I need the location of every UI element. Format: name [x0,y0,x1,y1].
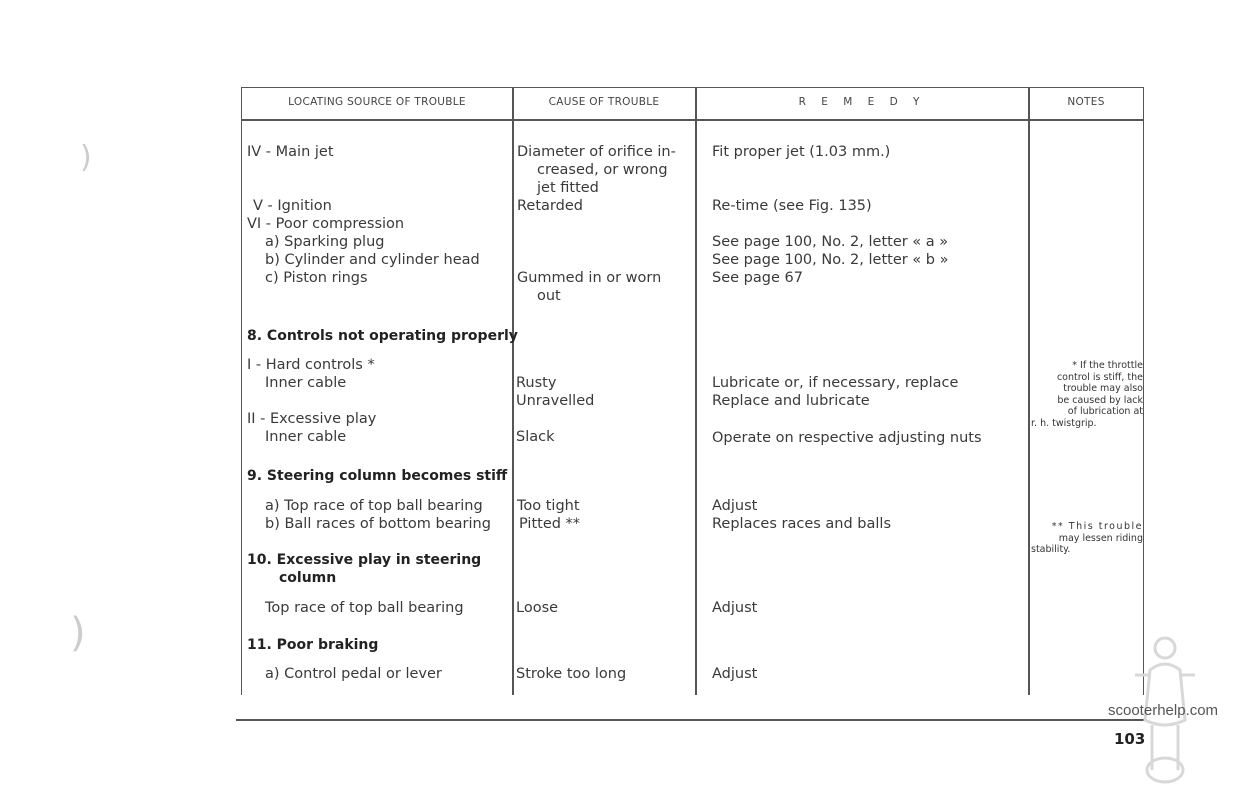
note-line: of lubrication at [1067,406,1143,417]
section-heading: 11. Poor braking [247,637,379,653]
note-line: trouble may also [1063,383,1143,394]
cause-slack: Slack [516,429,555,445]
cause-too-tight: Too tight [517,498,580,514]
cause-piston-rings: out [537,288,561,304]
row-hard-controls: I - Hard controls * [247,357,375,373]
note-line: may lessen riding [1058,532,1143,544]
note-stability [1031,521,1143,556]
row-top-race: Top race of top ball bearing [265,600,464,616]
cause-pitted: Pitted ** [519,516,581,532]
page-rule [236,719,1144,721]
remedy-rusty: Lubricate or, if necessary, replace [712,375,959,391]
remedy-ignition: Re-time (see Fig. 135) [712,198,872,214]
remedy-sparking-plug: See page 100, No. 2, letter « a » [712,234,949,250]
header-locating: LOCATING SOURCE OF TROUBLE [288,96,466,108]
note-line: be caused by lack [1057,394,1143,406]
row-piston-rings: c) Piston rings [265,270,368,286]
remedy-adjust: Adjust [712,666,758,682]
section-heading: column [279,570,337,586]
cause-main-jet: Diameter of orifice in- [517,144,676,160]
header-remedy: R E M E D Y [798,96,926,108]
note-line: * If the throttle [1072,360,1143,371]
remedy-cylinder: See page 100, No. 2, letter « b » [712,252,949,268]
remedy-unravelled: Replace and lubricate [712,393,870,409]
cause-piston-rings: Gummed in or worn [517,270,662,286]
row-bottom-bearing: b) Ball races of bottom bearing [265,516,491,532]
row-inner-cable: Inner cable [265,375,347,391]
row-top-race: a) Top race of top ball bearing [265,498,483,514]
note-line: stability. [1031,544,1071,555]
column-divider [1028,87,1030,695]
page-number: 103 [1114,730,1146,748]
column-divider [512,87,514,695]
cause-main-jet: jet fitted [537,180,599,196]
row-cylinder: b) Cylinder and cylinder head [265,252,480,268]
cause-loose: Loose [516,600,559,616]
row-poor-compression: VI - Poor compression [247,216,405,232]
header-cause: CAUSE OF TROUBLE [548,96,660,108]
note-line: control is stiff, the [1056,371,1143,383]
remedy-main-jet: Fit proper jet (1.03 mm.) [712,144,891,160]
row-control-pedal: a) Control pedal or lever [265,666,442,682]
watermark-text: scooterhelp.com [1108,702,1219,719]
row-excessive-play: II - Excessive play [247,411,377,427]
cause-rusty: Rusty [516,375,557,391]
row-sparking-plug: a) Sparking plug [265,234,385,250]
cause-main-jet: creased, or wrong [537,162,668,178]
remedy-adjust: Adjust [712,498,758,514]
scan-mark: ) [70,610,86,656]
note-line: ** This trouble [1051,521,1143,532]
note-throttle [1031,360,1143,429]
cause-ignition: Retarded [517,198,583,214]
section-heading: 10. Excessive play in steering [247,552,482,568]
column-divider [695,87,697,695]
row-ignition: V - Ignition [253,198,332,214]
remedy-adjust: Adjust [712,600,758,616]
section-heading: 8. Controls not operating properly [247,328,518,344]
header-notes: NOTES [1067,96,1105,108]
note-line: r. h. twistgrip. [1031,417,1097,429]
remedy-slack: Operate on respective adjusting nuts [712,430,982,446]
cause-stroke-too-long: Stroke too long [516,666,627,682]
section-heading: 9. Steering column becomes stiff [247,468,508,484]
remedy-piston-rings: See page 67 [712,270,803,286]
row-main-jet: IV - Main jet [247,144,334,160]
row-inner-cable: Inner cable [265,429,347,445]
remedy-replace-races: Replaces races and balls [712,516,892,532]
header-divider [241,119,1144,121]
cause-unravelled: Unravelled [516,393,595,409]
scan-mark: ) [80,140,92,175]
